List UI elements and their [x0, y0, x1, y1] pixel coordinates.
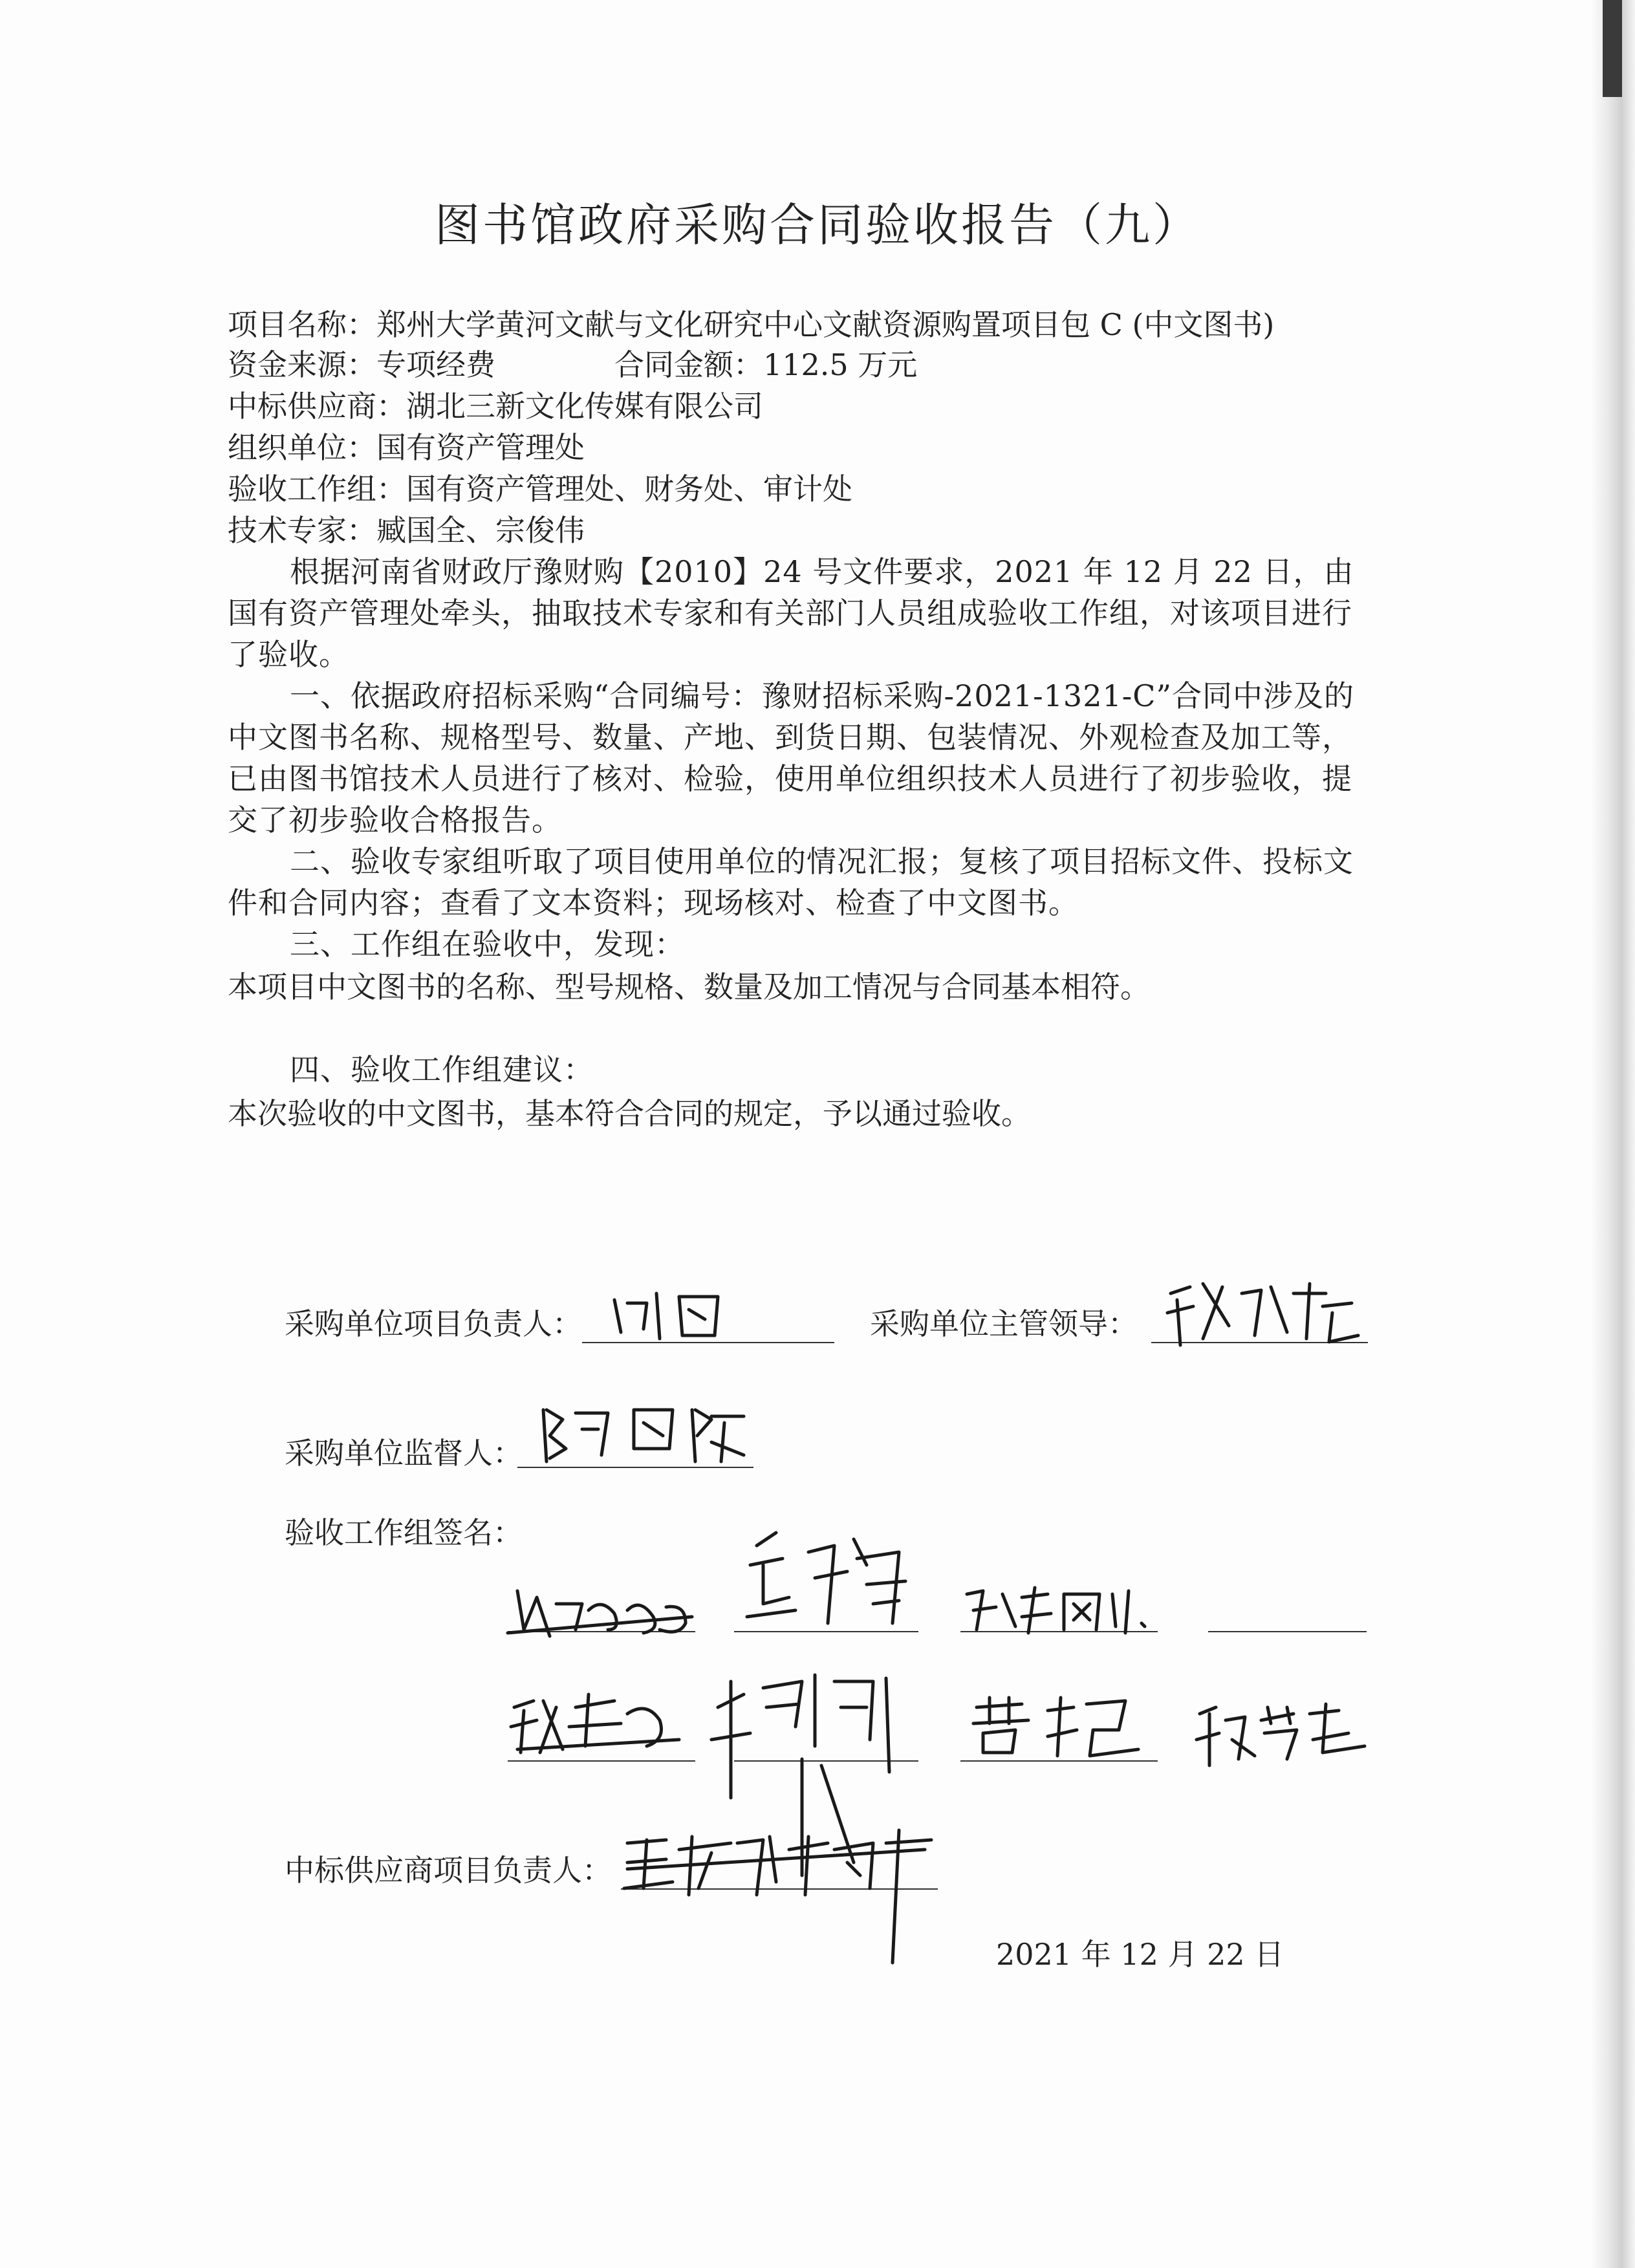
- group-line-5: [508, 1760, 695, 1762]
- experts: 技术专家：臧国全、宗俊伟: [228, 513, 585, 548]
- group-signature-3: [957, 1581, 1164, 1639]
- scan-edge-shadow: [1603, 0, 1622, 97]
- supplier-lead-signature: [614, 1824, 951, 1966]
- paragraph-intro: 根据河南省财政厅豫财购【2010】24 号文件要求，2021 年 12 月 22 日，由国有资产管理处牵头，抽取技术专家和有关部门人员组成验收工作组，对该项目进行了验收。: [228, 554, 1354, 672]
- project-lead-label: 采购单位项目负责人：: [285, 1306, 582, 1341]
- group-signature-7: [1190, 1694, 1384, 1772]
- paragraph-4: 四、验收工作组建议：: [290, 1052, 594, 1087]
- group-signature-4: [504, 1688, 692, 1759]
- organizer: 组织单位：国有资产管理处: [228, 430, 585, 465]
- paragraph-2: 二、验收专家组听取了项目使用单位的情况汇报；复核了项目招标文件、投标文件和合同内容；查看了文本资料；现场核对、检查了中文图书。: [228, 844, 1354, 920]
- scan-edge: [1591, 0, 1635, 2268]
- director-label: 采购单位主管领导：: [870, 1306, 1138, 1341]
- paragraph-3-finding: 本项目中文图书的名称、型号规格、数量及加工情况与合同基本相符。: [228, 969, 1150, 1004]
- fund-source: 资金来源：专项经费: [228, 347, 495, 382]
- paragraph-1: 一、依据政府招标采购“合同编号：豫财招标采购-2021-1321-C”合同中涉及的中文图书名称、规格型号、数量、产地、到货日期、包装情况、外观检查及加工等，已由图书馆技术人员进行了核对、检验，使用单位组织技术人员进行了初步验收，提交了初步验收合格报告。: [228, 678, 1354, 837]
- paragraph-4-recommendation: 本次验收的中文图书，基本符合合同的规定，予以通过验收。: [228, 1096, 1031, 1131]
- working-group: 验收工作组：国有资产管理处、财务处、审计处: [228, 471, 852, 506]
- report-date: 2021 年 12 月 22 日: [996, 1937, 1284, 1972]
- paragraph-3: 三、工作组在验收中，发现：: [290, 927, 685, 962]
- group-signature-2: [737, 1526, 925, 1636]
- group-signature-1: [504, 1578, 698, 1643]
- group-signature-6: [964, 1691, 1158, 1762]
- director-signature: [1158, 1274, 1371, 1358]
- supplier: 中标供应商：湖北三新文化传媒有限公司: [228, 389, 763, 424]
- project-name: 项目名称：郑州大学黄河文献与文化研究中心文献资源购置项目包 C (中文图书): [228, 307, 1275, 342]
- supervisor-signature: [537, 1397, 757, 1474]
- document-title: 图书馆政府采购合同验收报告（九）: [435, 199, 1200, 252]
- contract-amount: 合同金额：112.5 万元: [614, 347, 918, 382]
- supervisor-label: 采购单位监督人：: [285, 1436, 523, 1471]
- group-label: 验收工作组签名：: [285, 1515, 523, 1550]
- project-lead-signature: [608, 1287, 737, 1345]
- supplier-lead-label: 中标供应商项目负责人：: [285, 1853, 612, 1888]
- group-line-4: [1208, 1631, 1367, 1632]
